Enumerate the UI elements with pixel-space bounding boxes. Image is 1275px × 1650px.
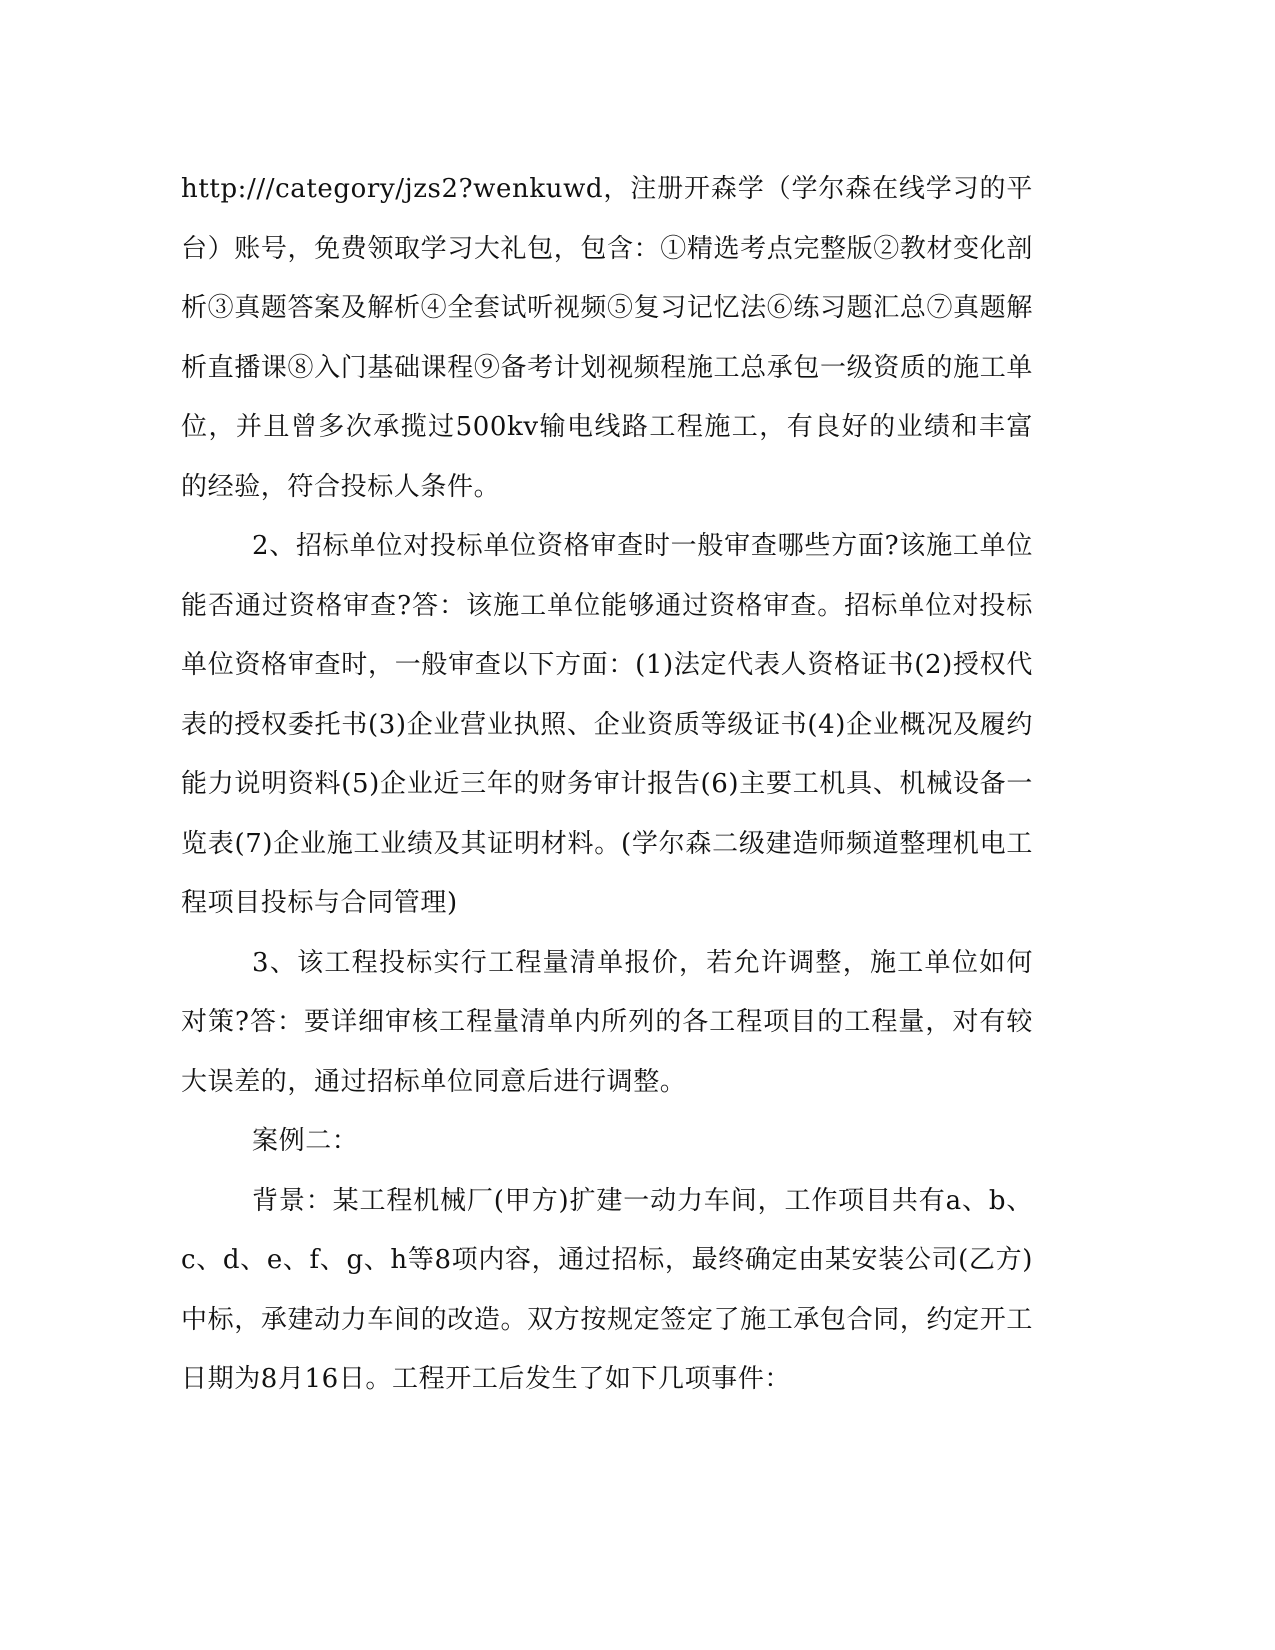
paragraph-case-two-background: 背景：某工程机械厂(甲方)扩建一动力车间，工作项目共有a、b、c、d、e、f、g、h等8项内容，通过招标，最终确定由某安装公司(乙方)中标，承建动力车间的改造。双方按规定签定了施工承包合同，约定开工日期为8月16日。工程开工后发生了如下几项事件： — [181, 1185, 1033, 1394]
paragraph-case-two-heading: 案例二： — [252, 1126, 359, 1156]
paragraph-question-3: 3、该工程投标实行工程量清单报价，若允许调整，施工单位如何对策?答：要详细审核工程量清单内所列的各工程项目的工程量，对有较大误差的，通过招标单位同意后进行调整。 — [181, 947, 1033, 1097]
paragraph-registration-info: http:///category/jzs2?wenkuwd，注册开森学（学尔森在线学习的平台）账号，免费领取学习大礼包，包含：①精选考点完整版②教材变化剖析③真题答案及解析④全套试听视频⑤复习记忆法⑥练习题汇总⑦真题解析直播课⑧入门基础课程⑨备考计划视频程施工总承包一级资质的施工单位，并且曾多次承揽过500kv输电线路工程施工，有良好的业绩和丰富的经验，符合投标人条件。 — [181, 174, 1033, 502]
paragraph-question-2: 2、招标单位对投标单位资格审查时一般审查哪些方面?该施工单位能否通过资格审查?答：该施工单位能够通过资格审查。招标单位对投标单位资格审查时，一般审查以下方面：(1)法定代表人资格证书(2)授权代表的授权委托书(3)企业营业执照、企业资质等级证书(4)企业概况及履约能力说明资料(5)企业近三年的财务审计报告(6)主要工机具、机械设备一览表(7)企业施工业绩及其证明材料。(学尔森二级建造师频道整理机电工程项目投标与合同管理) — [181, 531, 1033, 918]
document-body — [181, 160, 1033, 1410]
